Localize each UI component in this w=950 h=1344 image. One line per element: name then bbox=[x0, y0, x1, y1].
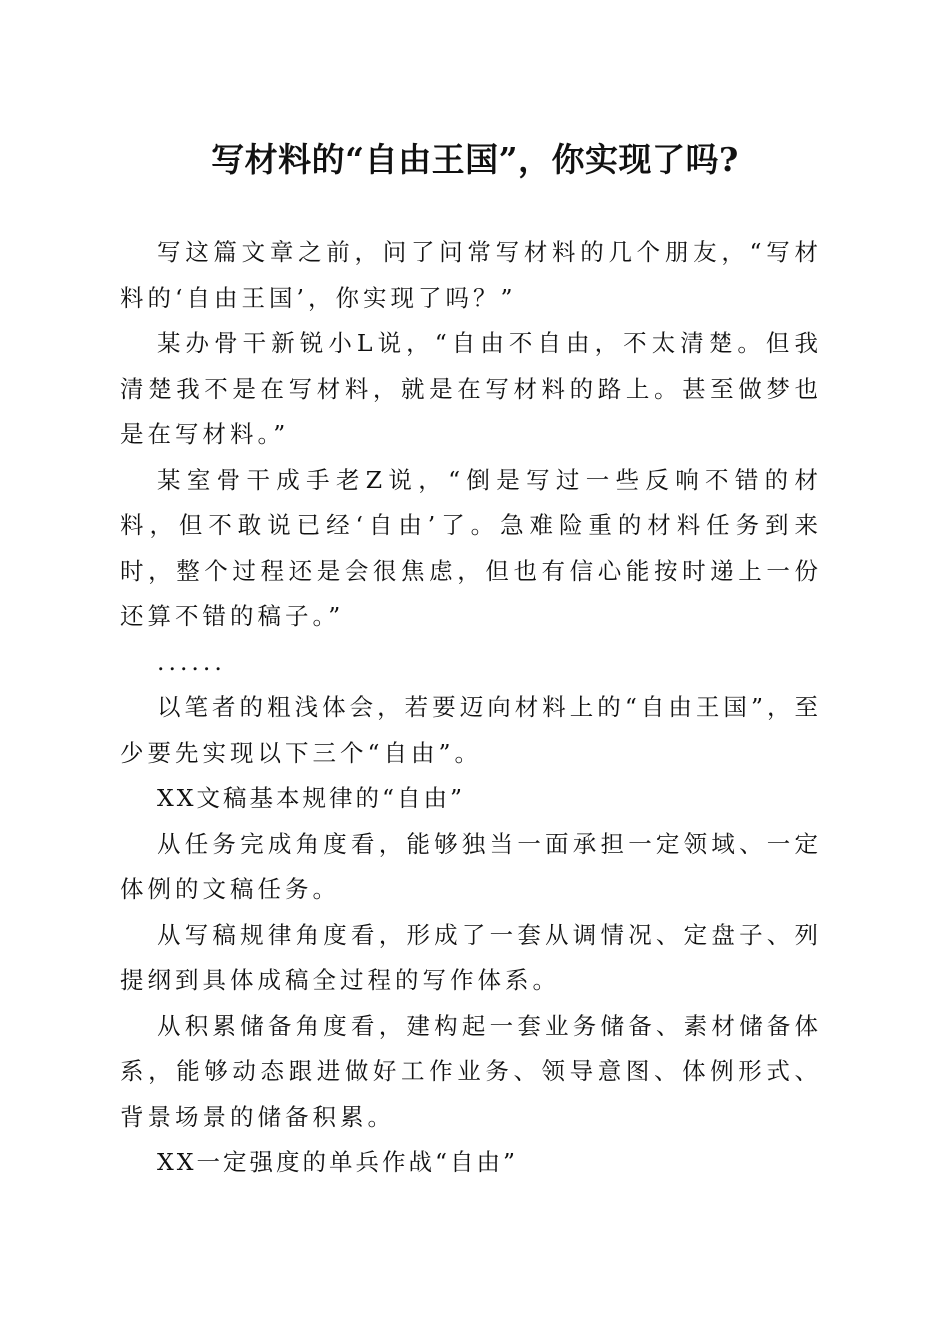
section-heading-2: XX一定强度的单兵作战“自由” bbox=[157, 1148, 518, 1176]
paragraph-ellipsis: ...... bbox=[157, 647, 226, 676]
paragraph-intro: 写这篇文章之前，问了问常写材料的几个朋友，“写材料的‘自由王国’，你实现了吗？” bbox=[120, 238, 822, 312]
document-title: 写材料的“自由王国”，你实现了吗? bbox=[211, 140, 739, 179]
paragraph-rules: 从写稿规律角度看，形成了一套从调情况、定盘子、列提纲到具体成稿全过程的写作体系。 bbox=[120, 920, 822, 994]
paragraph-quote-l: 某办骨干新锐小L说，“自由不自由，不太清楚。但我清楚我不是在写材料，就是在写材料的路上。甚至做梦也是在写材料。” bbox=[120, 329, 822, 448]
paragraph-reserve: 从积累储备角度看，建构起一套业务储备、素材储备体系，能够动态跟进做好工作业务、领导意图、体例形式、背景场景的储备积累。 bbox=[120, 1011, 822, 1131]
section-heading-1: XX文稿基本规律的“自由” bbox=[157, 784, 465, 812]
paragraph-task: 从任务完成角度看，能够独当一面承担一定领域、一定体例的文稿任务。 bbox=[120, 829, 822, 903]
paragraph-thesis: 以笔者的粗浅体会，若要迈向材料上的“自由王国”，至少要先实现以下三个“自由”。 bbox=[120, 693, 822, 767]
document-body bbox=[120, 230, 822, 1186]
paragraph-quote-z: 某室骨干成手老Z说，“倒是写过一些反响不错的材料，但不敢说已经‘自由’了。急难险重的材料任务到来时，整个过程还是会很焦虑，但也有信心能按时递上一份还算不错的稿子。” bbox=[120, 465, 822, 630]
